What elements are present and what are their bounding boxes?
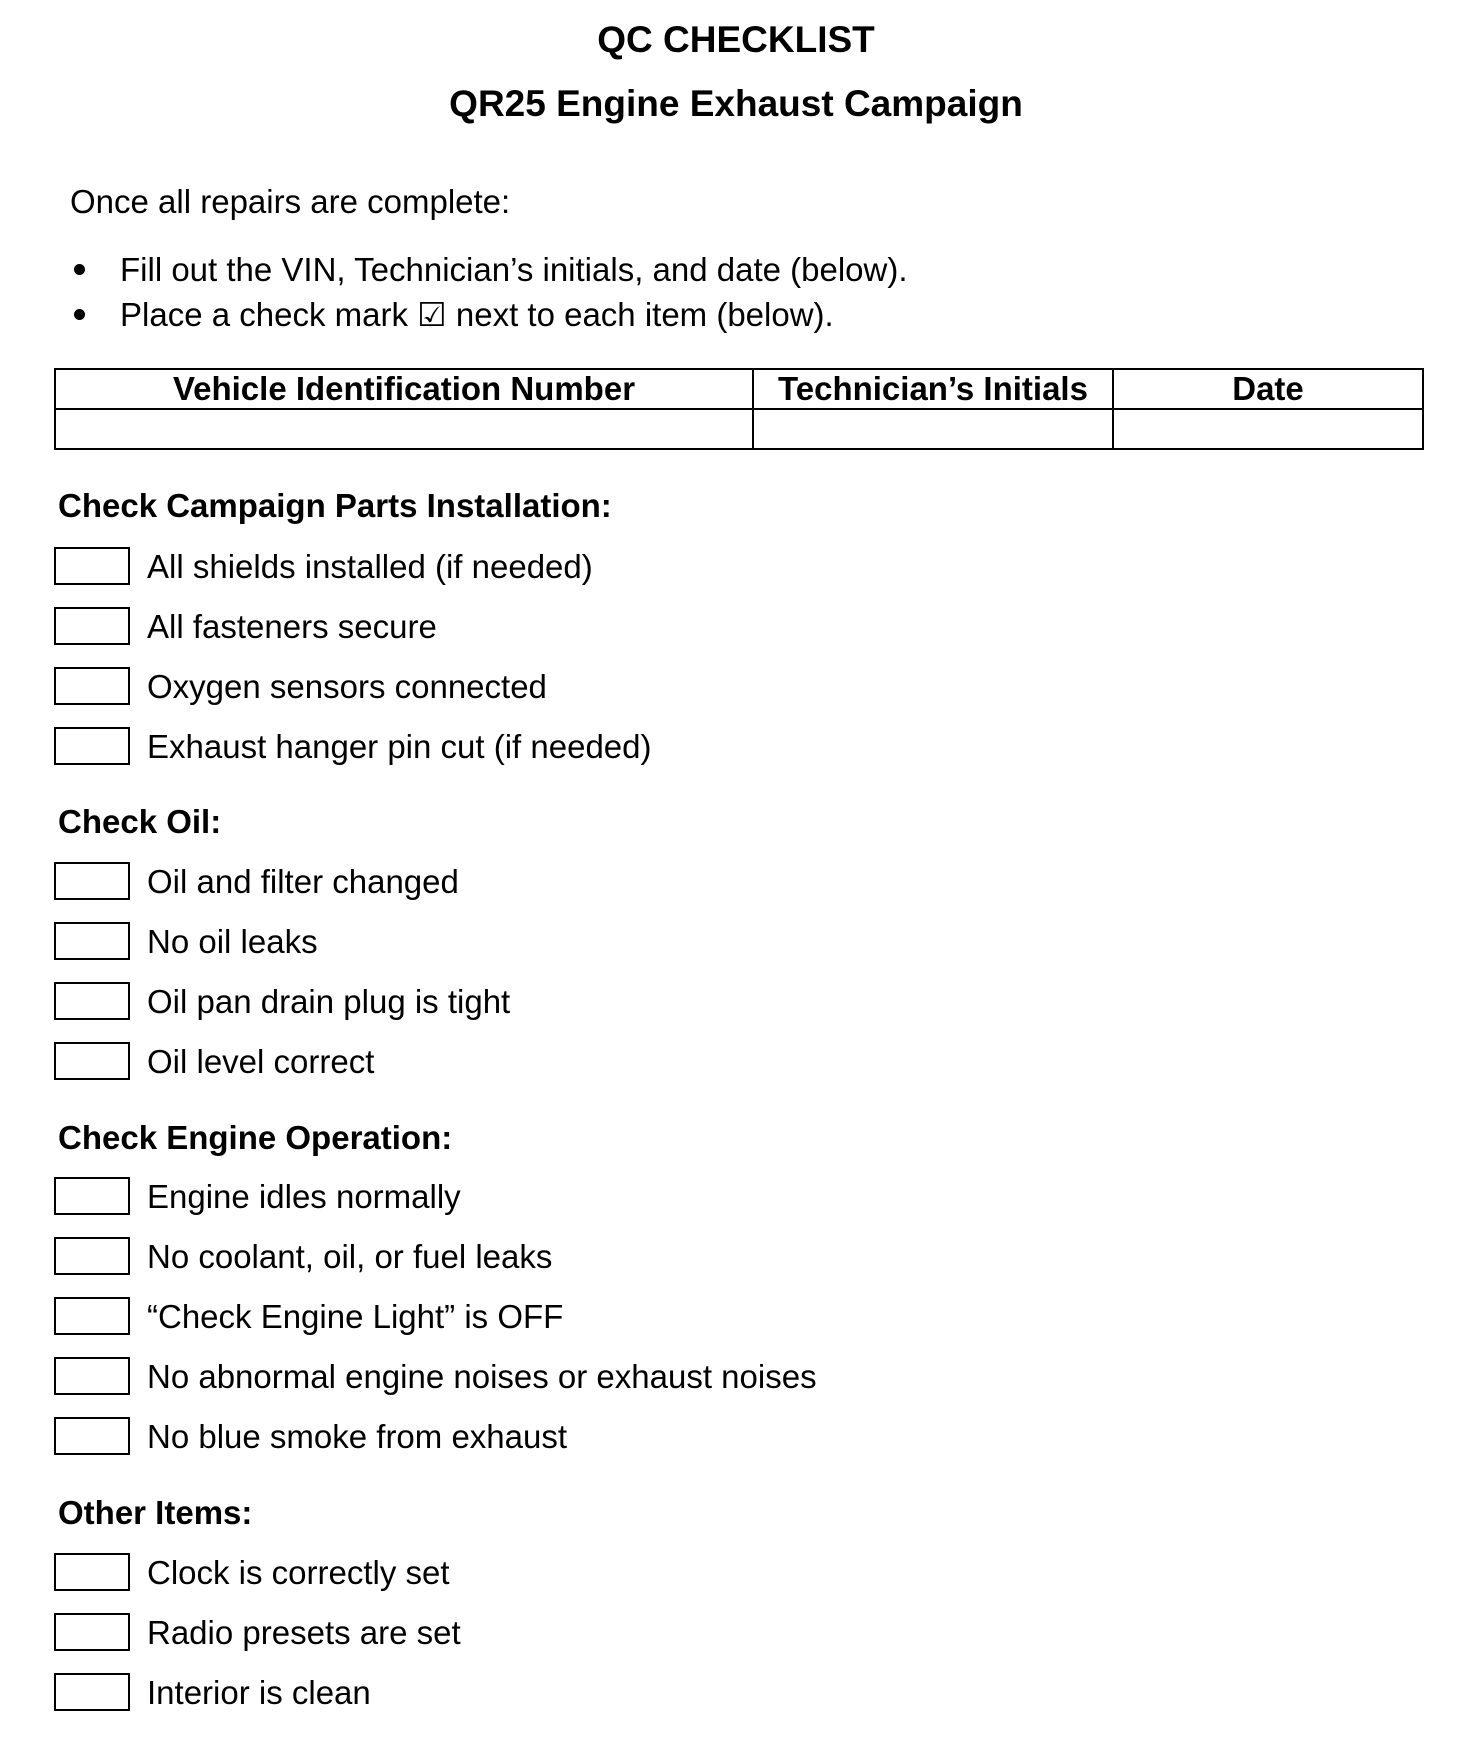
checklist-label: Clock is correctly set (147, 1554, 450, 1591)
checklist-label: Oil and filter changed (147, 863, 459, 900)
checklist-item (58, 1417, 568, 1477)
checklist-item (58, 1237, 553, 1297)
checklist-item (58, 982, 511, 1042)
checklist-label: No coolant, oil, or fuel leaks (147, 1238, 553, 1275)
section-title: Check Campaign Parts Installation: (58, 487, 612, 524)
checkbox[interactable] (54, 1673, 130, 1711)
checklist-label: Engine idles normally (147, 1178, 461, 1215)
checkbox[interactable] (54, 862, 130, 900)
checklist-label: Exhaust hanger pin cut (if needed) (147, 728, 652, 765)
technician-initials-header: Technician’s Initials (753, 369, 1113, 409)
checklist-item (58, 862, 459, 922)
checklist-label: Oil level correct (147, 1043, 375, 1080)
section-campaign-parts (58, 486, 652, 787)
instruction-item (70, 292, 908, 337)
checkbox[interactable] (54, 1237, 130, 1275)
checklist-item (58, 1042, 375, 1102)
checklist-item (58, 607, 612, 667)
checklist-item (58, 547, 612, 607)
checkbox[interactable] (54, 1042, 130, 1080)
section-title: Check Oil: (58, 803, 222, 840)
vin-field[interactable] (55, 409, 753, 449)
bullet-icon (74, 309, 85, 320)
checkbox[interactable] (54, 1613, 130, 1651)
section-title: Check Engine Operation: (58, 1119, 453, 1156)
checklist-label: All shields installed (if needed) (147, 548, 593, 585)
checklist-label: “Check Engine Light” is OFF (147, 1298, 564, 1335)
checkbox[interactable] (54, 922, 130, 960)
page-subtitle: QR25 Engine Exhaust Campaign (449, 83, 1023, 124)
bullet-icon (74, 264, 85, 275)
checkbox[interactable] (54, 1417, 130, 1455)
checkbox[interactable] (54, 607, 130, 645)
vin-table-entry-row (55, 409, 1423, 449)
checklist-label: No abnormal engine noises or exhaust noises (147, 1358, 817, 1395)
vin-header: Vehicle Identification Number (55, 369, 753, 409)
checklist-item (58, 1673, 371, 1733)
checkbox[interactable] (54, 1297, 130, 1335)
page-title: QC CHECKLIST (597, 19, 875, 60)
checklist-label: Oxygen sensors connected (147, 668, 547, 705)
instruction-list (70, 247, 908, 337)
checklist-label: No blue smoke from exhaust (147, 1418, 568, 1455)
checklist-item (58, 727, 652, 787)
checkbox[interactable] (54, 1553, 130, 1591)
checkbox[interactable] (54, 727, 130, 765)
checklist-label: Interior is clean (147, 1674, 371, 1711)
section-engine-operation (58, 1118, 817, 1477)
checklist-item (58, 922, 318, 982)
section-other-items (58, 1493, 461, 1733)
checklist-label: No oil leaks (147, 923, 318, 960)
section-title: Other Items: (58, 1494, 253, 1531)
vin-table (54, 368, 1424, 450)
checkbox[interactable] (54, 1357, 130, 1395)
date-header: Date (1113, 369, 1423, 409)
vin-table-header-row (55, 369, 1423, 409)
checkbox[interactable] (54, 667, 130, 705)
checklist-item (58, 1297, 564, 1357)
checklist-item (58, 667, 612, 727)
checkbox[interactable] (54, 1177, 130, 1215)
checklist-item (58, 1357, 817, 1417)
section-check-oil (58, 802, 511, 1102)
checkbox[interactable] (54, 547, 130, 585)
date-field[interactable] (1113, 409, 1423, 449)
instruction-text: Fill out the VIN, Technician’s initials, and date (below). (120, 251, 908, 288)
checklist-label: Radio presets are set (147, 1614, 461, 1651)
checklist-label: All fasteners secure (147, 608, 437, 645)
checkbox[interactable] (54, 982, 130, 1020)
checklist-label: Oil pan drain plug is tight (147, 983, 511, 1020)
checklist-item (58, 1553, 450, 1613)
intro-text: Once all repairs are complete: (70, 183, 511, 220)
technician-initials-field[interactable] (753, 409, 1113, 449)
instruction-text: Place a check mark ☑ next to each item (below). (120, 296, 834, 333)
checklist-item (58, 1613, 461, 1673)
checklist-item (58, 1177, 461, 1237)
instruction-item (70, 247, 908, 292)
